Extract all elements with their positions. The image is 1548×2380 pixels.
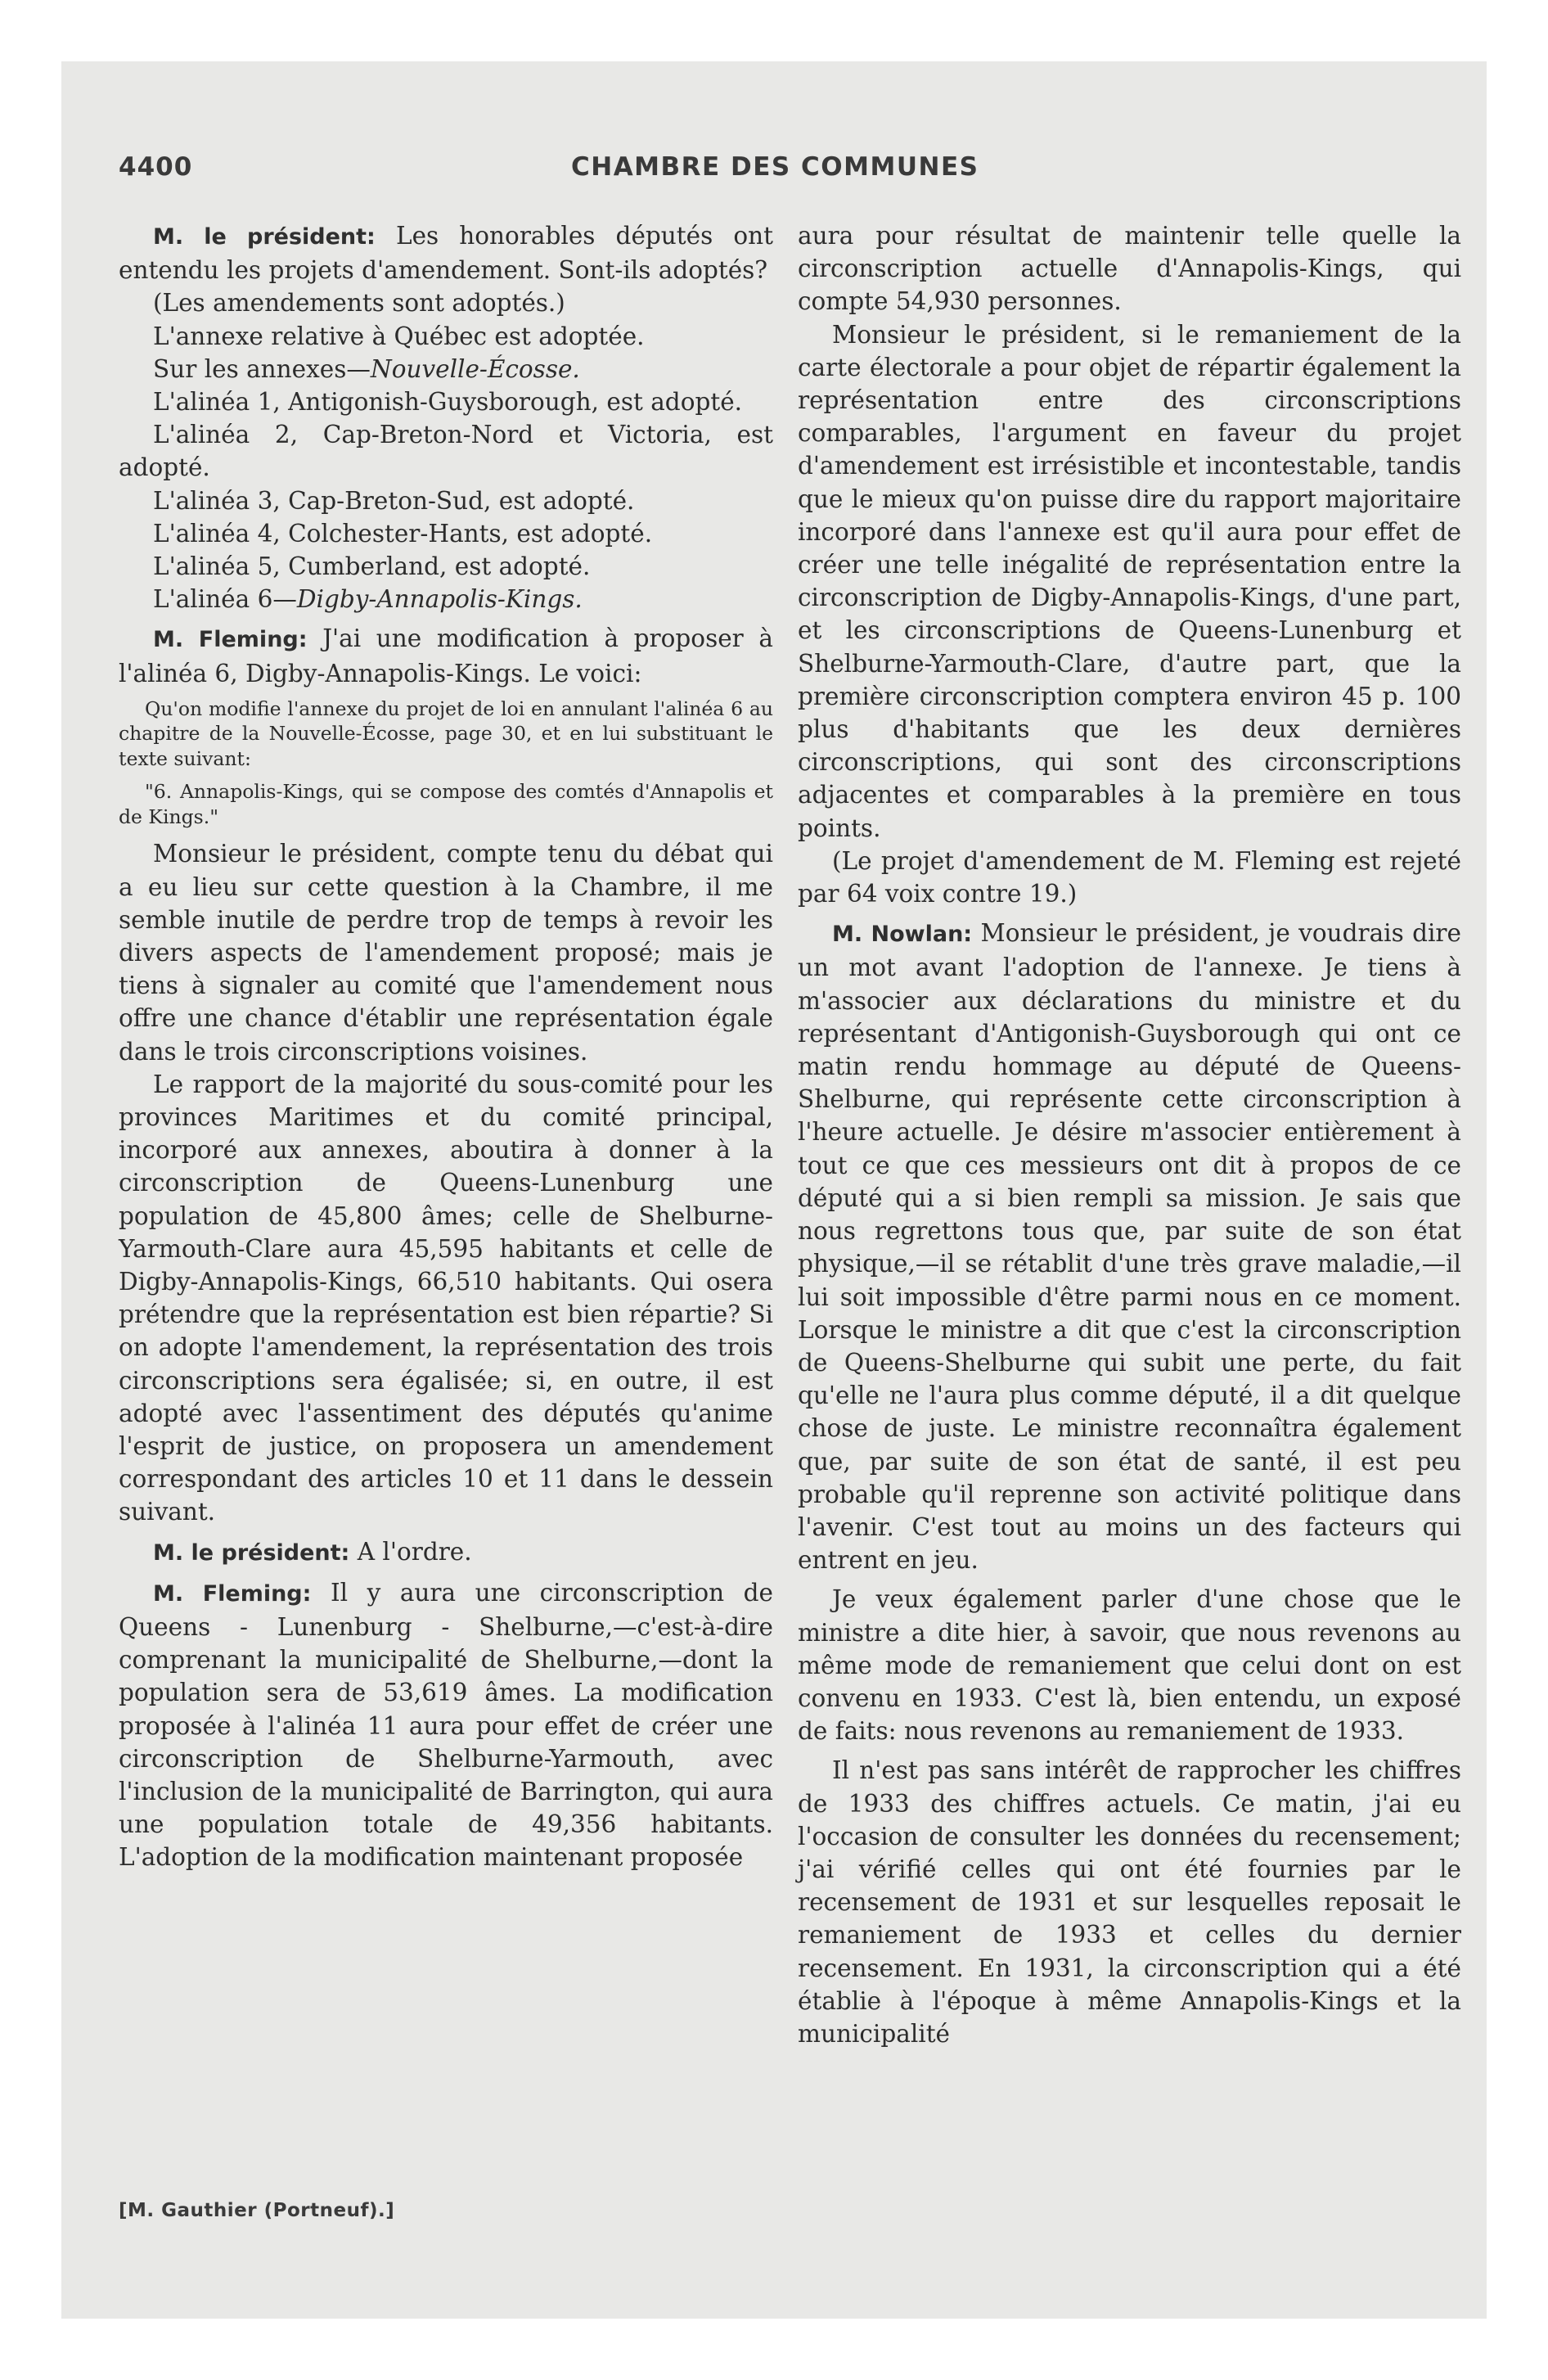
speaker-name: M. Fleming: — [153, 627, 308, 653]
page-footer: [M. Gauthier (Portneuf).] — [119, 2200, 395, 2221]
paragraph — [798, 917, 1461, 1576]
paragraph: Monsieur le président, compte tenu du débat qui a eu lieu sur cette question à la Chambre, il me semble inutile de perdre trop de temps à revoir les divers aspects de l'amendement proposé; mais je tiens à signaler au comité que l'amendement nous offre une chance d'établir une représentation égale dans le trois circonscriptions voisines. — [119, 840, 773, 1066]
right-column — [798, 219, 1461, 2050]
paragraph — [119, 1535, 773, 1570]
paragraph-text: A l'ordre. — [357, 1537, 472, 1566]
paragraph — [119, 219, 773, 286]
speaker-name: M. Fleming: — [153, 1580, 312, 1607]
paragraph: Il n'est pas sans intérêt de rapprocher les chiffres de 1933 des chiffres actuels. Ce matin, j'ai eu l'occasion de consulter les données du recensement; j'ai vérifié celles qui ont été fournies par le recensement de 1931 et sur lesquelles reposait le remaniement de 1933 et celles du dernier recensement. En 1931, la circonscription qui a été établie à l'époque à même Annapolis-Kings et la municipalité — [798, 1756, 1461, 2048]
speaker-name: M. Nowlan: — [832, 922, 973, 948]
paragraph: (Le projet d'amendement de M. Fleming est rejeté par 64 voix contre 19.) — [798, 846, 1461, 908]
paragraph — [119, 622, 773, 689]
page-header — [119, 152, 1010, 193]
paragraph: L'annexe relative à Québec est adoptée. — [153, 322, 645, 350]
paragraph: aura pour résultat de maintenir telle quelle la circonscription actuelle d'Annapolis-Kings, qui compte 54,930 personnes. — [798, 222, 1461, 316]
speaker-name: M. le président: — [153, 1539, 350, 1566]
paragraph: (Les amendements sont adoptés.) — [153, 289, 565, 318]
paragraph: Le rapport de la majorité du sous-comité pour les provinces Maritimes et du comité principal, incorporé aux annexes, aboutira à donner à la circonscription de Queens-Lunenburg une population de 45,800 âmes; celle de Shelburne-Yarmouth-Clare aura 45,595 habitants et celle de Digby-Annapolis-Kings, 66,510 habitants. Qui osera prétendre que la représentation est bien répartie? Si on adopte l'amendement, la représentation des trois circonscriptions sera égalisée; si, en outre, il est adopté avec l'assentiment des députés qu'anime l'esprit de justice, on proposera un amendement correspondant des articles 10 et 11 dans le dessein suivant. — [119, 1070, 773, 1526]
paragraph: L'alinéa 3, Cap-Breton-Sud, est adopté. — [153, 486, 635, 515]
paragraph — [119, 1576, 773, 1874]
page-number: 4400 — [119, 152, 193, 182]
paragraph-emphasis: Digby-Annapolis-Kings. — [296, 585, 583, 614]
paragraph-text: J'ai une modification à proposer à l'alinéa 6, Digby-Annapolis-Kings. Le voici: — [119, 624, 773, 687]
paragraph-text: L'alinéa 6— — [153, 585, 297, 614]
paragraph: Monsieur le président, si le remaniement de la carte électorale a pour objet de répartir également la représentation entre des circonscriptions comparables, l'argument en faveur du projet d'amendement est irrésistible et incontestable, tandis que le mieux qu'on puisse dire du rapport majoritaire incorporé dans l'annexe est qu'il aura pour effet de créer une telle inégalité de représentation entre la circonscription de Digby-Annapolis-Kings, d'une part, et les circonscriptions de Queens-Lunenburg et Shelburne-Yarmouth-Clare, d'autre part, que la première circonscription comptera environ 45 p. 100 plus d'habitants que les deux dernières circonscriptions, qui sont des circonscriptions adjacentes et comparables à la première en tous points. — [798, 320, 1461, 842]
left-column — [119, 219, 773, 1874]
quoted-motion: Qu'on modifie l'annexe du projet de loi en annulant l'alinéa 6 au chapitre de la Nouvelle-Écosse, page 30, et en lui substituant le texte suivant: — [119, 696, 773, 770]
paragraph: L'alinéa 2, Cap-Breton-Nord et Victoria, est adopté. — [119, 421, 773, 482]
running-title: CHAMBRE DES COMMUNES — [571, 152, 979, 182]
quoted-motion-text: "6. Annapolis-Kings, qui se compose des comtés d'Annapolis et de Kings." — [119, 780, 773, 828]
paragraph: L'alinéa 4, Colchester-Hants, est adopté. — [153, 519, 653, 548]
paragraph: L'alinéa 1, Antigonish-Guysborough, est adopté. — [153, 388, 743, 417]
paragraph-emphasis: Nouvelle-Écosse. — [370, 354, 580, 383]
paragraph-text: Monsieur le président, je voudrais dire un mot avant l'adoption de l'annexe. Je tiens à m'associer aux déclarations du ministre et du représentant d'Antigonish-Guysborough qui ont ce matin rendu hommage au député de Queens-Shelburne, qui représente cette circonscription à l'heure actuelle. Je désire m'associer entièrement à tout ce que ces messieurs ont dit à propos de ce député qui a si bien rempli sa mission. Je sais que nous regrettons tous que, par suite de son état physique,—il se rétablit d'une très grave maladie,—il lui soit impossible d'être parmi nous en ce moment. Lorsque le ministre a dit que c'est la circonscription de Queens-Shelburne qui subit une perte, du fait qu'elle ne l'aura plus comme député, il a dit quelque chose de juste. Le ministre reconnaîtra également que, par suite de son état de santé, il est peu probable qu'il reprenne son activité politique dans l'avenir. C'est tout au moins un des facteurs qui entrent en jeu. — [798, 919, 1461, 1575]
paragraph: L'alinéa 5, Cumberland, est adopté. — [153, 552, 591, 581]
paragraph — [119, 583, 773, 615]
paragraph: Je veux également parler d'une chose que le ministre a dite hier, à savoir, que nous revenons au même mode de remaniement que celui dont on est convenu en 1933. C'est là, bien entendu, un exposé de faits: nous revenons au remaniement de 1933. — [798, 1585, 1461, 1746]
paragraph-text: Il y aura une circonscription de Queens - Lunenburg - Shelburne,—c'est-à-dire comprenant la municipalité de Shelburne,—dont la population sera de 53,619 âmes. La modification proposée à l'alinéa 11 aura pour effet de créer une circonscription de Shelburne-Yarmouth, avec l'inclusion de la municipalité de Barrington, qui aura une population totale de 49,356 habitants. L'adoption de la modification maintenant proposée — [119, 1578, 773, 1872]
speaker-name: M. le président: — [153, 224, 376, 250]
paragraph-text: Sur les annexes— — [153, 354, 371, 383]
paragraph — [119, 353, 773, 385]
paragraph-text: Les honorables députés ont entendu les projets d'amendement. Sont-ils adoptés? — [119, 222, 773, 285]
